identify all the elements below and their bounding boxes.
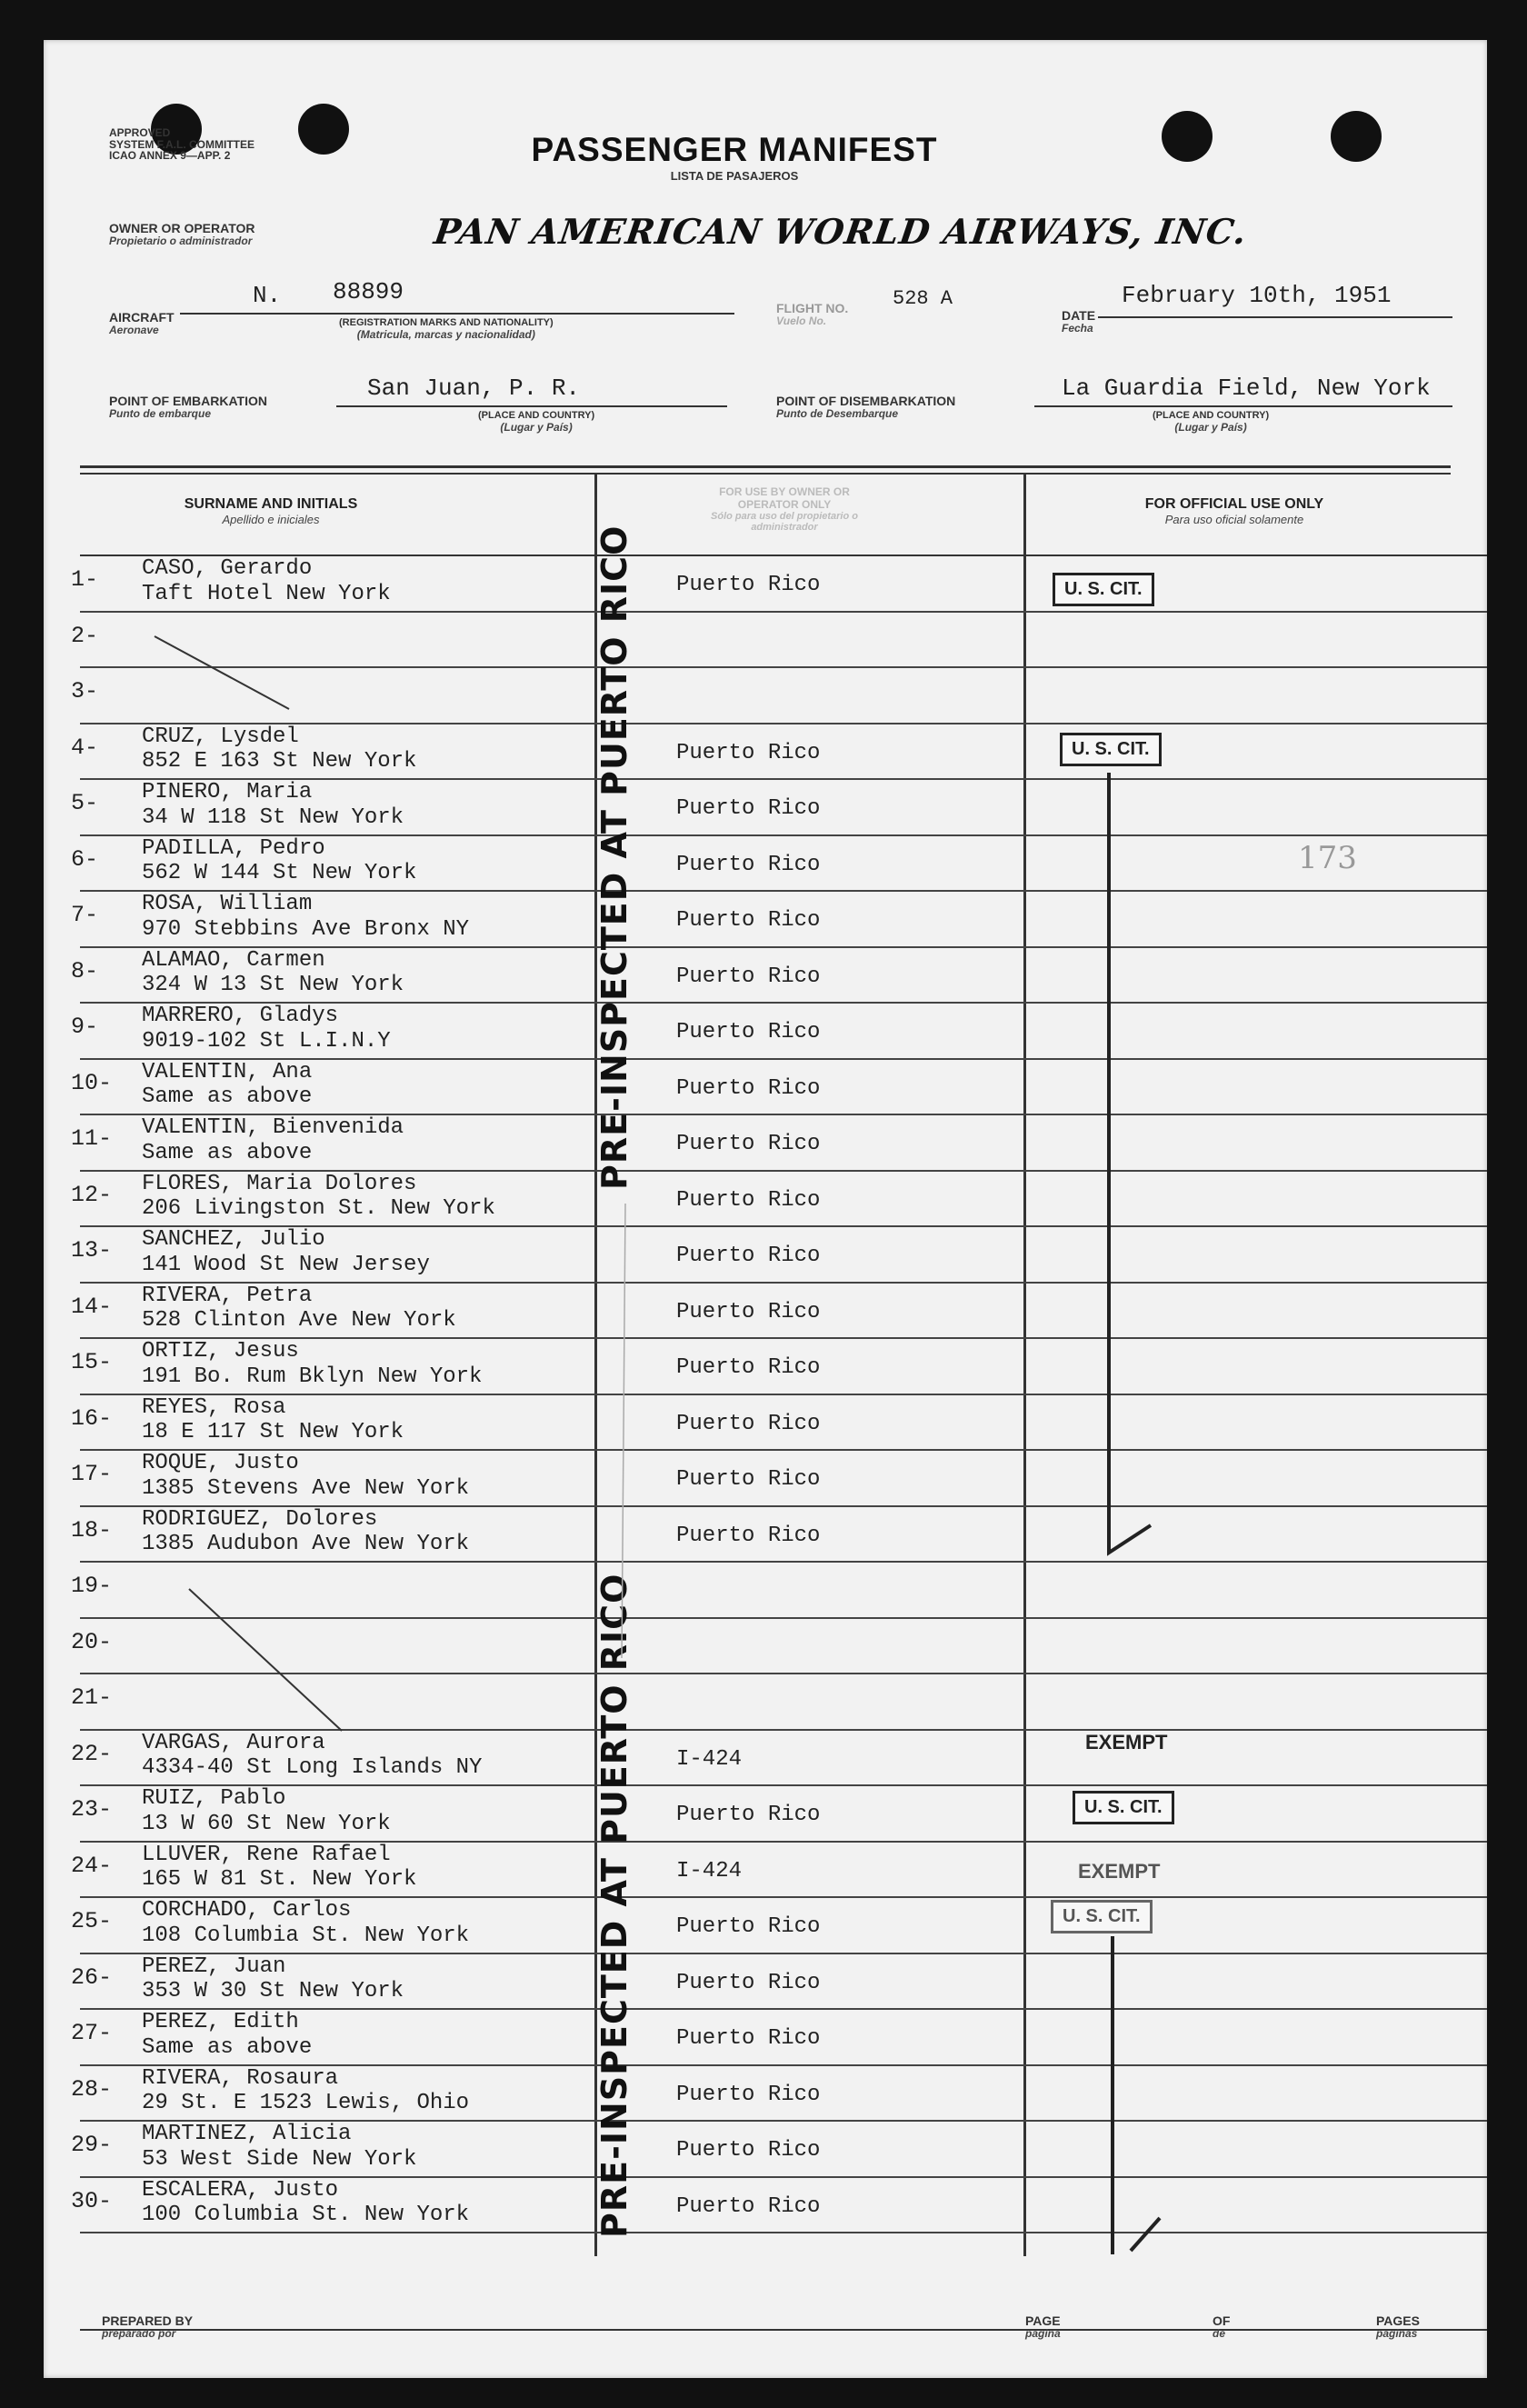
passenger-name: PINERO, Maria <box>142 780 313 804</box>
disembark-value: La Guardia Field, New York <box>1062 375 1431 402</box>
page-title-es: LISTA DE PASAJEROS <box>670 169 799 183</box>
of-label-es: de <box>1213 2326 1226 2340</box>
passenger-name: CRUZ, Lysdel <box>142 724 299 749</box>
row-number: 7- <box>71 902 99 929</box>
passenger-address: 1385 Audubon Ave New York <box>142 1532 470 1557</box>
passenger-address: 206 Livingston St. New York <box>142 1196 495 1222</box>
flight-number: 528 A <box>893 287 953 310</box>
passenger-name: ROQUE, Justo <box>142 1451 299 1475</box>
passenger-origin: Puerto Rico <box>676 1523 821 1548</box>
passenger-address: 165 W 81 St. New York <box>142 1867 417 1893</box>
row-number: 17- <box>71 1461 113 1488</box>
row-number: 13- <box>71 1237 113 1264</box>
row-number: 18- <box>71 1516 113 1544</box>
passenger-address: 852 E 163 St New York <box>142 749 417 774</box>
passenger-name: FLORES, Maria Dolores <box>142 1171 417 1196</box>
prepared-by-label <box>102 2314 193 2339</box>
passenger-address: 324 W 13 St New York <box>142 973 404 998</box>
col-header-surname-en: SURNAME AND INITIALS <box>184 496 358 512</box>
passenger-origin: Puerto Rico <box>676 796 821 822</box>
passenger-origin: Puerto Rico <box>676 1411 821 1436</box>
flight-date: February 10th, 1951 <box>1122 282 1392 309</box>
preinspected-stamp-lower: PRE-INSPECTED AT PUERTO RICO <box>594 1573 634 2238</box>
place-caption-en: (PLACE AND COUNTRY) <box>478 410 595 421</box>
passenger-origin: Puerto Rico <box>676 1244 821 1269</box>
row-number: 8- <box>71 957 99 984</box>
row-number: 6- <box>71 845 99 873</box>
passenger-address: Same as above <box>142 1084 313 1110</box>
col-header-owner-use-es: Sólo para uso del propietario o administrador <box>711 511 858 533</box>
passenger-origin: Puerto Rico <box>676 1075 821 1101</box>
us-cit-stamp-4: U. S. CIT. <box>1051 1900 1153 1933</box>
disembark-label-es: Punto de Desembarque <box>776 406 899 420</box>
operator-name: PAN AMERICAN WORLD AIRWAYS, INC. <box>431 211 1251 252</box>
passenger-address: 9019-102 St L.I.N.Y <box>142 1028 391 1054</box>
passenger-name: MARTINEZ, Alicia <box>142 2122 352 2146</box>
col-header-owner-use-en: FOR USE BY OWNER OR OPERATOR ONLY <box>719 485 850 511</box>
page-label <box>1025 2314 1061 2339</box>
date-label-es: Fecha <box>1062 321 1093 335</box>
passenger-name: PEREZ, Juan <box>142 1953 286 1979</box>
passenger-name: CORCHADO, Carlos <box>142 1898 352 1923</box>
passenger-address: 562 W 144 St New York <box>142 861 417 886</box>
registration-caption-es: (Matricula, marcas y nacionalidad) <box>356 327 535 341</box>
passenger-name: VALENTIN, Bienvenida <box>142 1115 404 1140</box>
row-number: 1- <box>71 566 99 594</box>
passenger-origin: Puerto Rico <box>676 2138 821 2163</box>
prepared-by-label-es: preparado por <box>102 2326 176 2340</box>
owner-label-es: Propietario o administrador <box>109 234 253 247</box>
passenger-name: RUIZ, Pablo <box>142 1786 286 1811</box>
passenger-address: 4334-40 St Long Islands NY <box>142 1755 483 1781</box>
passenger-name: RIVERA, Petra <box>142 1283 313 1308</box>
passenger-address: 34 W 118 St New York <box>142 804 404 830</box>
passenger-origin: Puerto Rico <box>676 1020 821 1045</box>
passenger-origin: Puerto Rico <box>676 1187 821 1213</box>
page-title: PASSENGER MANIFEST <box>531 131 938 168</box>
exempt-stamp-1: EXEMPT <box>1085 1731 1168 1754</box>
page-label-en: PAGE <box>1025 2313 1061 2328</box>
faint-vertical-line <box>622 1204 625 1658</box>
col-header-official-en: FOR OFFICIAL USE ONLY <box>1144 496 1324 512</box>
row-number: 22- <box>71 1740 113 1767</box>
passenger-name: SANCHEZ, Julio <box>142 1227 325 1252</box>
aircraft-registration: 88899 <box>333 278 404 305</box>
passenger-name: ESCALERA, Justo <box>142 2177 339 2203</box>
row-number: 15- <box>71 1349 113 1376</box>
row-number: 16- <box>71 1404 113 1432</box>
passenger-name: MARRERO, Gladys <box>142 1004 339 1028</box>
passenger-origin: Puerto Rico <box>676 740 821 765</box>
pages-label-es: paginas <box>1376 2326 1418 2340</box>
row-number: 2- <box>71 622 99 649</box>
passenger-origin: Puerto Rico <box>676 1132 821 1157</box>
row-number: 25- <box>71 1908 113 1935</box>
place-caption-es: (Lugar y País) <box>500 420 573 434</box>
passenger-address: 970 Stebbins Ave Bronx NY <box>142 916 470 942</box>
approval-line: SYSTEM F.A.L. COMMITTEE <box>109 137 255 151</box>
passenger-address: 1385 Stevens Ave New York <box>142 1475 470 1501</box>
passenger-origin: Puerto Rico <box>676 2082 821 2107</box>
strike-line-rows-2-3 <box>155 636 289 709</box>
passenger-address: Taft Hotel New York <box>142 581 391 606</box>
passenger-origin: Puerto Rico <box>676 1914 821 1940</box>
embark-label-es: Punto de embarque <box>109 406 212 420</box>
passenger-origin: Puerto Rico <box>676 1467 821 1493</box>
embark-value: San Juan, P. R. <box>367 375 581 402</box>
disembark-label-en: POINT OF DISEMBARKATION <box>776 394 956 408</box>
passenger-name: LLUVER, Rene Rafael <box>142 1842 391 1867</box>
ditto-lines <box>44 40 1487 2378</box>
passenger-address: 528 Clinton Ave New York <box>142 1308 456 1334</box>
flight-label-en: FLIGHT NO. <box>776 301 849 315</box>
row-number: 3- <box>71 678 99 705</box>
row-number: 10- <box>71 1069 113 1096</box>
col-header-surname-es: Apellido e iniciales <box>222 513 320 526</box>
pages-label <box>1376 2314 1420 2339</box>
passenger-address: 53 West Side New York <box>142 2146 417 2172</box>
of-label <box>1213 2314 1230 2339</box>
page-label-es: pagina <box>1025 2326 1061 2340</box>
passenger-name: ORTIZ, Jesus <box>142 1339 299 1364</box>
aircraft-label-es: Aeronave <box>109 323 159 336</box>
strike-line-rows-18-22 <box>189 1589 342 1731</box>
row-number: 24- <box>71 1852 113 1879</box>
preinspected-stamp-upper: PRE-INSPECTED AT PUERTO RICO <box>594 525 634 1190</box>
row-number: 14- <box>71 1293 113 1320</box>
passenger-address: 29 St. E 1523 Lewis, Ohio <box>142 2091 470 2116</box>
passenger-name: VARGAS, Aurora <box>142 1730 325 1755</box>
passenger-origin: Puerto Rico <box>676 852 821 877</box>
flight-label-es: Vuelo No. <box>776 314 827 327</box>
approval-line: ICAO ANNEX 9—APP. 2 <box>109 149 231 163</box>
embark-label-en: POINT OF EMBARKATION <box>109 394 267 408</box>
passenger-address: Same as above <box>142 1140 313 1165</box>
aircraft-label-en: AIRCRAFT <box>109 310 175 325</box>
passenger-origin: Puerto Rico <box>676 1355 821 1381</box>
row-number: 29- <box>71 2132 113 2159</box>
passenger-origin: Puerto Rico <box>676 1970 821 1995</box>
date-label-en: DATE <box>1062 308 1096 323</box>
passenger-name: RIVERA, Rosaura <box>142 2065 339 2091</box>
row-number: 12- <box>71 1181 113 1208</box>
row-number: 11- <box>71 1125 113 1153</box>
passenger-origin: Puerto Rico <box>676 908 821 934</box>
row-number: 27- <box>71 2020 113 2047</box>
place-caption-es: (Lugar y País) <box>1174 420 1247 434</box>
registration-caption-en: (REGISTRATION MARKS AND NATIONALITY) <box>339 317 554 328</box>
us-cit-stamp-3: U. S. CIT. <box>1073 1791 1174 1824</box>
passenger-name: ROSA, William <box>142 892 313 916</box>
us-cit-stamp-1: U. S. CIT. <box>1053 573 1154 606</box>
row-number: 28- <box>71 2075 113 2103</box>
passenger-address: 108 Columbia St. New York <box>142 1923 470 1948</box>
of-label-en: OF <box>1213 2313 1231 2328</box>
passenger-name: PEREZ, Edith <box>142 2010 299 2034</box>
passenger-name: RODRIGUEZ, Dolores <box>142 1506 378 1532</box>
row-number: 5- <box>71 790 99 817</box>
prepared-by-label-en: PREPARED BY <box>102 2313 194 2328</box>
row-number: 9- <box>71 1014 99 1041</box>
passenger-origin: Puerto Rico <box>676 2193 821 2219</box>
exempt-stamp-2: EXEMPT <box>1078 1860 1161 1883</box>
row-number: 4- <box>71 734 99 761</box>
passenger-origin: Puerto Rico <box>676 573 821 598</box>
row-number: 21- <box>71 1684 113 1712</box>
passenger-address: 191 Bo. Rum Bklyn New York <box>142 1364 483 1389</box>
aircraft-prefix: N. <box>253 282 282 309</box>
row-number: 19- <box>71 1573 113 1600</box>
manifest-page <box>44 40 1487 2378</box>
row-number: 20- <box>71 1628 113 1655</box>
passenger-address: 353 W 30 St New York <box>142 1979 404 2004</box>
passenger-address: 100 Columbia St. New York <box>142 2203 470 2228</box>
passenger-address: 18 E 117 St New York <box>142 1420 404 1445</box>
row-number: 23- <box>71 1796 113 1823</box>
col-header-official-es: Para uso oficial solamente <box>1164 513 1304 526</box>
passenger-origin: I-424 <box>676 1746 743 1772</box>
check-mark-upper <box>1109 1525 1151 1553</box>
us-cit-stamp-2: U. S. CIT. <box>1060 733 1162 766</box>
passenger-name: ALAMAO, Carmen <box>142 947 325 973</box>
passenger-name: VALENTIN, Ana <box>142 1059 313 1084</box>
row-number: 30- <box>71 2187 113 2214</box>
passenger-origin: I-424 <box>676 1858 743 1883</box>
row-number: 26- <box>71 1963 113 1991</box>
pages-label-en: PAGES <box>1376 2313 1420 2328</box>
passenger-origin: Puerto Rico <box>676 1803 821 1828</box>
passenger-address: Same as above <box>142 2034 313 2060</box>
passenger-origin: Puerto Rico <box>676 2026 821 2052</box>
owner-label-en: OWNER OR OPERATOR <box>109 221 255 235</box>
passenger-name: REYES, Rosa <box>142 1394 286 1420</box>
approval-line: APPROVED <box>109 126 171 139</box>
passenger-origin: Puerto Rico <box>676 1299 821 1324</box>
passenger-name: CASO, Gerardo <box>142 556 313 581</box>
check-mark-lower <box>1131 2218 1160 2251</box>
passenger-address: 13 W 60 St New York <box>142 1811 391 1836</box>
handwritten-number: 173 <box>1298 840 1357 876</box>
passenger-address: 141 Wood St New Jersey <box>142 1252 430 1277</box>
passenger-name: PADILLA, Pedro <box>142 835 325 861</box>
place-caption-en: (PLACE AND COUNTRY) <box>1153 410 1270 421</box>
footer-rule <box>80 2329 1487 2331</box>
passenger-origin: Puerto Rico <box>676 964 821 989</box>
